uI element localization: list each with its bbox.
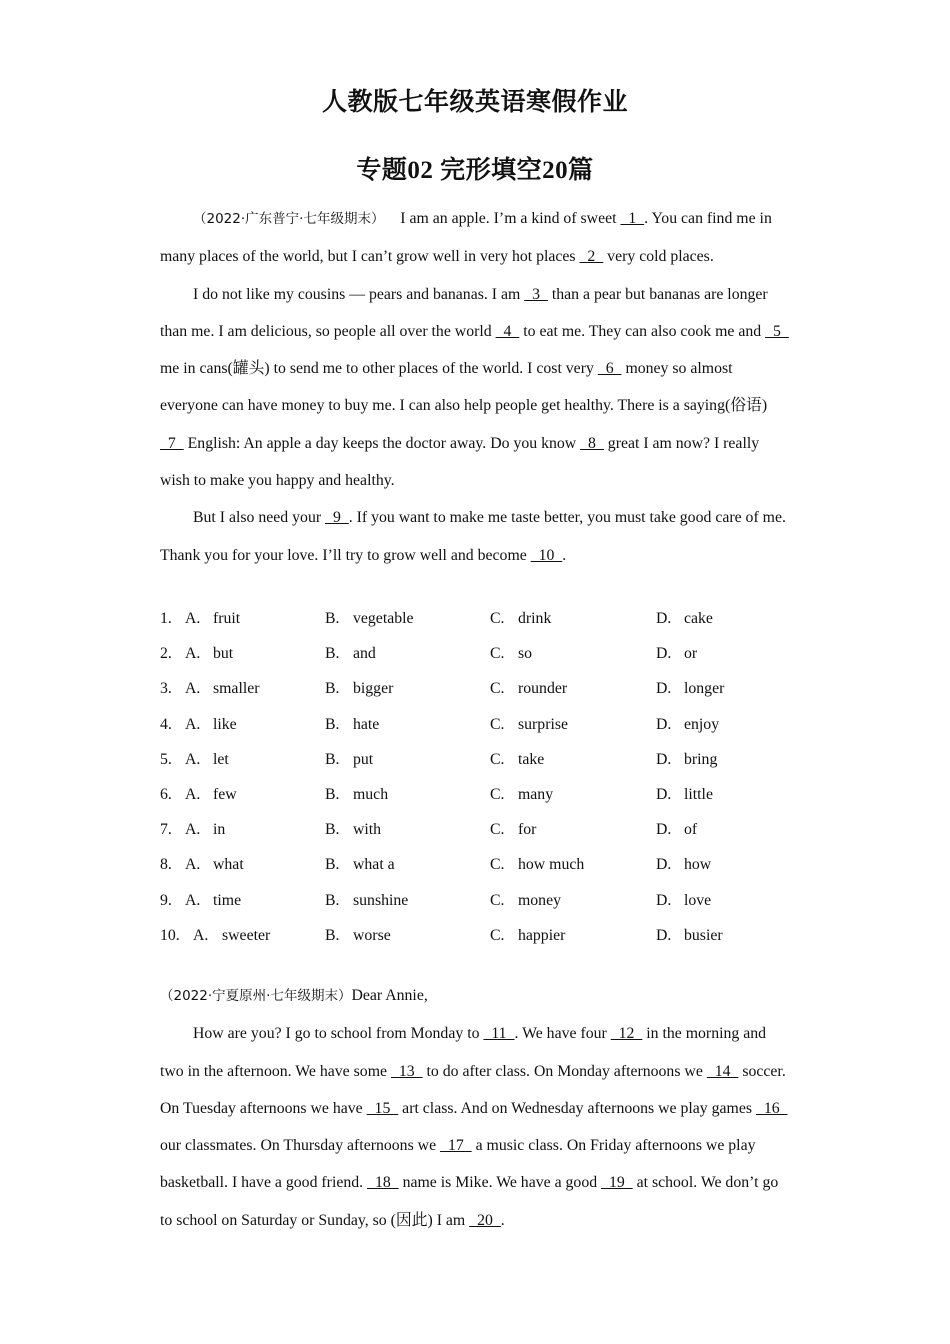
blank-11: 11 — [483, 1025, 515, 1043]
blank-20: 20 — [469, 1211, 501, 1229]
passage-1-paragraph-1: （2022·广东普宁·七年级期末） I am an apple. I’m a kind of sweet 1 . You can find me in many places of the world, but I can’t grow well in very hot places 2 very cold places. — [160, 210, 772, 266]
blank-13: 13 — [390, 1062, 423, 1080]
passage-1 — [160, 200, 792, 574]
option-row: 3. A. smaller B. bigger C. rounder D. longer — [160, 680, 725, 698]
document-subtitle: 专题02 完形填空20篇 — [356, 157, 594, 184]
blank-9: 9 — [325, 509, 349, 527]
option-row: 8. A. what B. what a C. how much D. how — [160, 856, 712, 874]
passage-2 — [160, 977, 792, 1239]
option-row: 9. A. time B. sunshine C. money D. love — [160, 891, 712, 909]
letter-greeting: Dear Annie, — [351, 987, 428, 1004]
blank-5: 5 — [765, 322, 789, 340]
blank-15: 15 — [366, 1099, 399, 1117]
blank-1: 1 — [620, 210, 645, 227]
blank-12: 12 — [610, 1025, 643, 1043]
blank-3: 3 — [524, 285, 548, 303]
option-row: 7. A. in B. with C. for D. of — [160, 821, 698, 839]
option-row: 2. A. but B. and C. so D. or — [160, 645, 698, 663]
blank-7: 7 — [160, 434, 184, 452]
blank-6: 6 — [597, 360, 622, 378]
passage-1-paragraph-3: But I also need your 9 . If you want to make me taste better, you must take good care of me. Thank you for your love. I’ll try to grow well and become 10 . — [160, 509, 786, 564]
passage-2-source: （2022·宁夏原州·七年级期末） — [160, 988, 352, 1004]
blank-19: 19 — [601, 1174, 633, 1192]
blank-4: 4 — [495, 322, 520, 340]
option-row: 6. A. few B. much C. many D. little — [160, 785, 713, 803]
passage-1-source: （2022·广东普宁·七年级期末） — [193, 211, 385, 227]
option-row: 4. A. like B. hate C. surprise D. enjoy — [160, 715, 720, 733]
blank-14: 14 — [706, 1062, 739, 1080]
blank-8: 8 — [580, 434, 604, 452]
options-list — [160, 604, 800, 956]
option-row: 5. A. let B. put C. take D. bring — [160, 750, 718, 768]
passage-1-paragraph-2: I do not like my cousins — pears and bananas. I am 3 than a pear but bananas are longer than me. I am delicious, so people all over the world 4 to eat me. They can also cook me and 5 me in cans(罐头) to send me to other places of the world. I cost very 6 money so almost everyone can have money to buy me. I can also help people get healthy. There is a saying(俗语) 7 English: An apple a day keeps the doctor away. Do you know 8 great I am now? I really wish to make you happy and healthy. — [160, 285, 789, 490]
blank-17: 17 — [440, 1137, 472, 1155]
option-row: 1. A. fruit B. vegetable C. drink D. cake — [160, 610, 713, 627]
option-row: 10. A. sweeter B. worse C. happier D. busier — [160, 926, 723, 944]
document-title: 人教版七年级英语寒假作业 — [321, 89, 628, 116]
blank-18: 18 — [367, 1174, 399, 1192]
passage-2-body: How are you? I go to school from Monday to 11 . We have four 12 in the morning and two in the afternoon. We have some 13 to do after class. On Monday afternoons we 14 soccer. On Tuesday afternoons we have 15 art class. And on Wednesday afternoons we play games 16 our classmates. On Thursday afternoons we 17 a music class. On Friday afternoons we play basketball. I have a good friend. 18 name is Mike. We have a good 19 at school. We don’t go to school on Saturday or Sunday, so (因此) I am 20 . — [160, 1025, 788, 1229]
blank-16: 16 — [755, 1099, 788, 1117]
blank-2: 2 — [579, 248, 604, 266]
passage-2-heading — [160, 977, 792, 1015]
blank-10: 10 — [530, 546, 563, 564]
